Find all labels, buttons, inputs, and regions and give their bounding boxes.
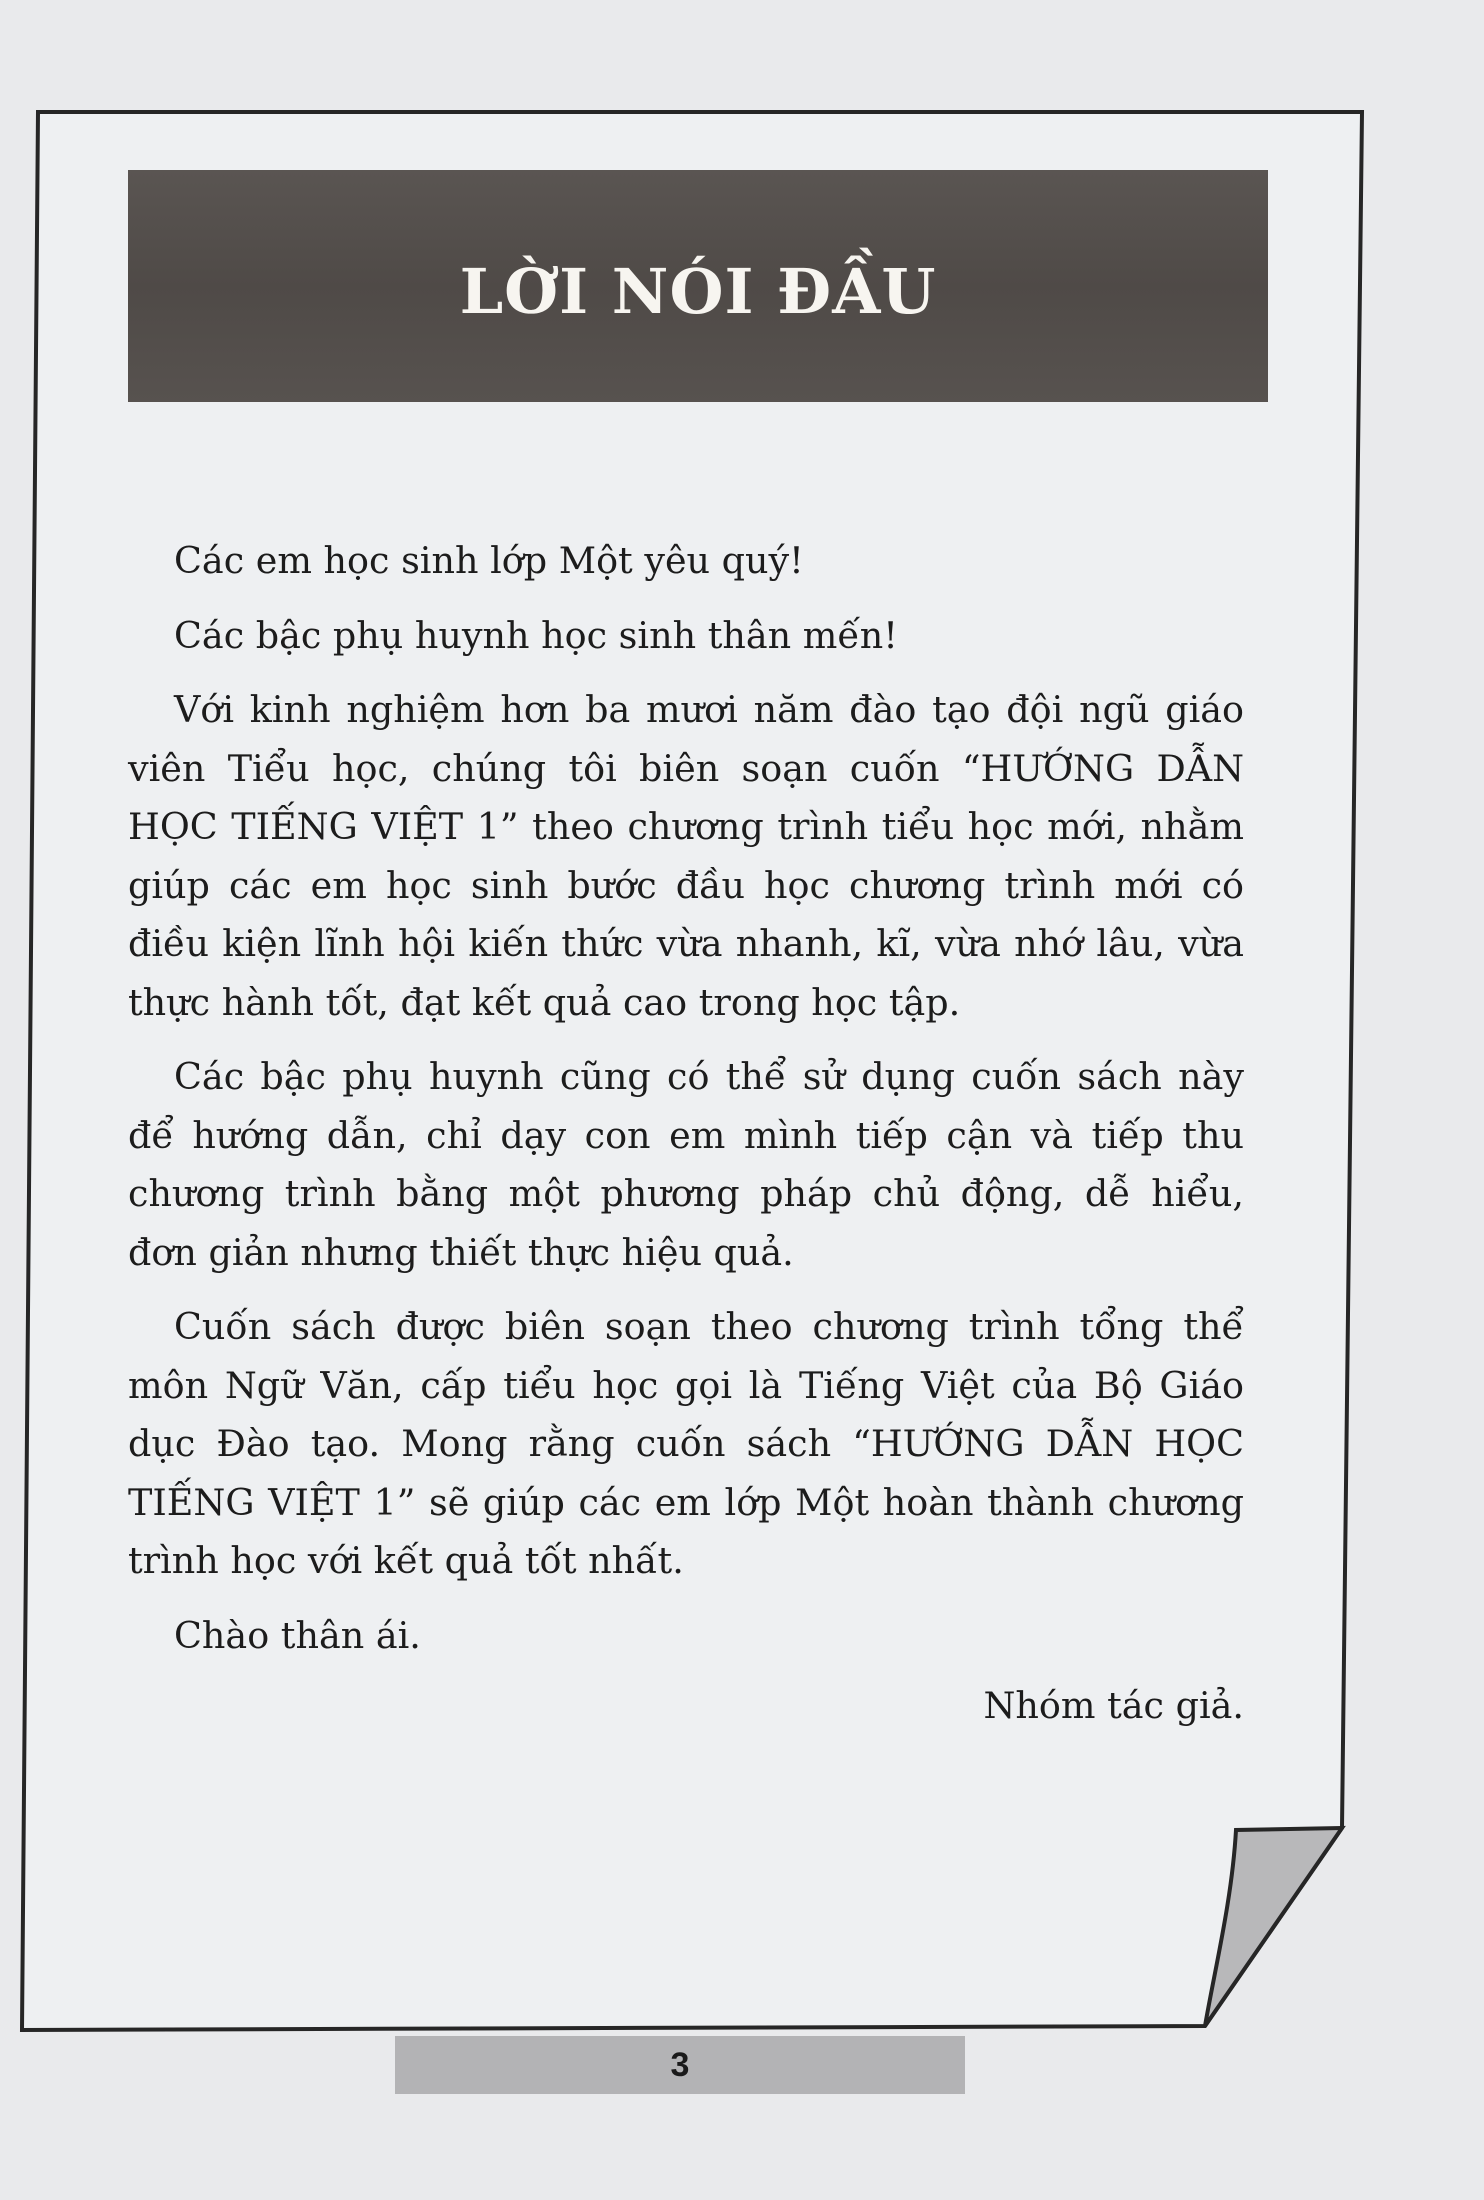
paragraph: Các bậc phụ huynh cũng có thể sử dụng cuốn sách này để hướng dẫn, chỉ dạy con em mình tiếp cận và tiếp thu chương trình bằng một phương pháp chủ động, dễ hiểu, đơn giản nhưng thiết thực hiệu quả.: [128, 1055, 1244, 1274]
paragraph: Cuốn sách được biên soạn theo chương trình tổng thể môn Ngữ Văn, cấp tiểu học gọi là Tiếng Việt của Bộ Giáo dục Đào tạo. Mong rằng cuốn sách “HƯỚNG DẪN HỌC TIẾNG VIỆT 1” sẽ giúp các em lớp Một hoàn thành chương trình học với kết quả tốt nhất.: [128, 1305, 1244, 1582]
greeting-students: Các em học sinh lớp Một yêu quý!: [174, 539, 804, 582]
page-number: 3: [670, 2045, 690, 2084]
page-number-bar: [395, 2036, 965, 2094]
page-title: LỜI NÓI ĐẦU: [459, 254, 937, 328]
greeting-parents: Các bậc phụ huynh học sinh thân mến!: [174, 613, 898, 657]
paragraph: Với kinh nghiệm hơn ba mươi năm đào tạo đội ngũ giáo viên Tiểu học, chúng tôi biên soạn cuốn “HƯỚNG DẪN HỌC TIẾNG VIỆT 1” theo chương trình tiểu học mới, nhằm giúp các em học sinh bước đầu học chương trình mới có điều kiện lĩnh hội kiến thức vừa nhanh, kĩ, vừa nhớ lâu, vừa thực hành tốt, đạt kết quả cao trong học tập.: [128, 688, 1244, 1024]
author-signature: Nhóm tác giả.: [983, 1684, 1244, 1727]
title-banner: [128, 170, 1268, 402]
closing-line: Chào thân ái.: [174, 1613, 421, 1657]
preface-body: [128, 532, 1244, 1736]
